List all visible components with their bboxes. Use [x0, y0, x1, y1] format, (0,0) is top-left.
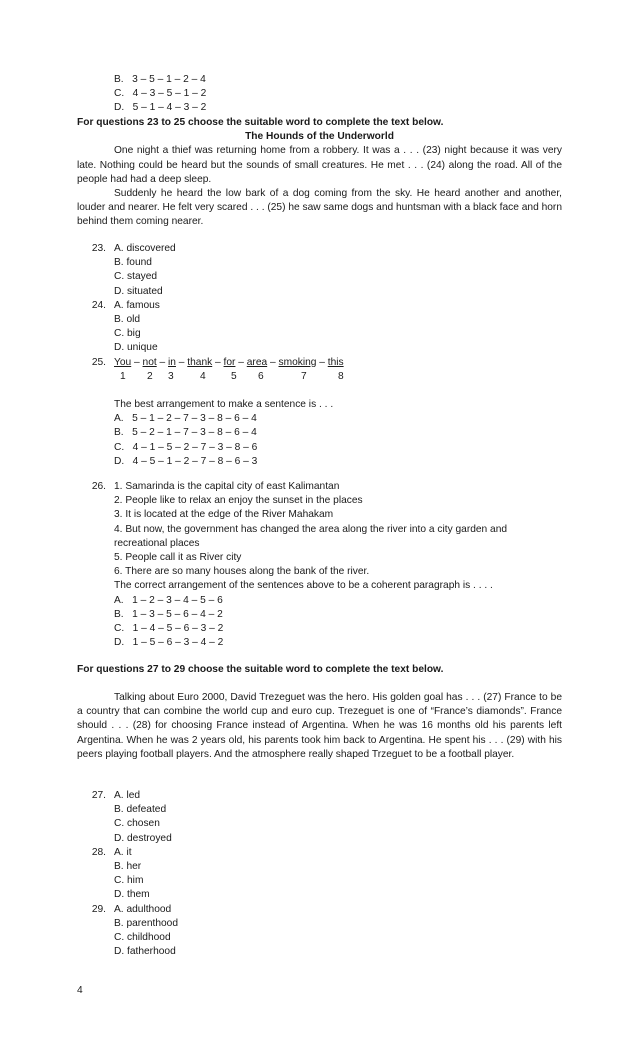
word: this: [327, 356, 344, 368]
option-line: B. 3 – 5 – 1 – 2 – 4: [114, 74, 206, 85]
section-instruction: For questions 23 to 25 choose the suitable word to complete the text below.: [77, 117, 444, 128]
option-c: C. chosen: [114, 818, 160, 830]
passage-paragraph: One night a thief was returning home from a robbery. It was a . . . (23) night because it was very late. Nothing could be heard but the sounds of small creatures. He met . . . (24) along the road. All of the people had had a deep sleep.: [77, 145, 562, 185]
option-line: C. 4 – 3 – 5 – 1 – 2: [114, 88, 207, 100]
option-a: A. 1 – 2 – 3 – 4 – 5 – 6: [114, 594, 223, 606]
section-instruction: For questions 27 to 29 choose the suitable word to complete the text below.: [77, 664, 444, 675]
option-c: C. 4 – 1 – 5 – 2 – 7 – 3 – 8 – 6: [114, 441, 258, 453]
passage-title: The Hounds of the Underworld: [245, 131, 394, 143]
option-d: D. them: [114, 889, 150, 901]
question-26: [77, 480, 562, 650]
word-number: 6: [258, 370, 264, 382]
option-a: A. famous: [114, 299, 160, 311]
option-d: D. 1 – 5 – 6 – 3 – 4 – 2: [114, 637, 224, 649]
option-c: C. stayed: [114, 271, 158, 283]
option-c: C. childhood: [114, 931, 171, 943]
question-prompt: The best arrangement to make a sentence is . . .: [114, 399, 334, 411]
option-b: B. 1 – 3 – 5 – 6 – 4 – 2: [114, 608, 223, 620]
question-number: 28.: [91, 846, 106, 858]
sentence: 1. Samarinda is the capital city of east Kalimantan: [114, 481, 340, 492]
carry-over-options: [77, 73, 562, 116]
word: thank: [187, 356, 213, 368]
passage: [77, 691, 562, 762]
question-28: [77, 846, 562, 860]
question-number: 27.: [91, 790, 106, 801]
option-d: D. unique: [114, 342, 158, 354]
option-c: C. 1 – 4 – 5 – 6 – 3 – 2: [114, 622, 224, 634]
option-b: B. defeated: [114, 804, 167, 816]
word-number: 2: [147, 370, 153, 382]
option-d: D. 4 – 5 – 1 – 2 – 7 – 8 – 6 – 3: [114, 455, 258, 467]
option-b: B. her: [114, 860, 142, 872]
question-number: 25.: [91, 356, 106, 368]
sentence: 5. People call it as River city: [114, 551, 242, 563]
word-number: 3: [168, 370, 174, 382]
question-prompt: The correct arrangement of the sentences above to be a coherent paragraph is . . . .: [114, 580, 493, 592]
questions-27-29: [77, 789, 562, 959]
question-number: 26.: [91, 481, 106, 492]
word-number: 8: [338, 370, 344, 382]
option-a: A. discovered: [114, 243, 176, 254]
questions-23-25: [77, 242, 562, 469]
sentence: 2. People like to relax an enjoy the sunset in the places: [114, 495, 363, 507]
word: not: [142, 356, 157, 368]
option-b: B. found: [114, 257, 152, 269]
question-29: [77, 903, 562, 917]
word-number: 4: [200, 370, 206, 382]
sentence: 4. But now, the government has changed the area along the river into a city garden and recreational places: [114, 523, 508, 549]
question-number: 24.: [91, 299, 106, 311]
option-d: D. destroyed: [114, 832, 172, 844]
question-23: [77, 242, 562, 256]
word: for: [223, 356, 236, 368]
word-number: 7: [301, 370, 307, 382]
option-b: B. 5 – 2 – 1 – 7 – 3 – 8 – 6 – 4: [114, 427, 257, 439]
option-line: D. 5 – 1 – 4 – 3 – 2: [114, 102, 207, 114]
option-c: C. big: [114, 328, 141, 340]
option-b: B. parenthood: [114, 917, 179, 929]
question-25: [77, 356, 562, 370]
question-number: 29.: [91, 903, 106, 915]
question-number: 23.: [91, 243, 106, 254]
option-b: B. old: [114, 313, 141, 325]
section-23-25: [77, 116, 562, 230]
passage-paragraph: Talking about Euro 2000, David Trezeguet was the hero. His golden goal has . . . (27) France to be a country that can combine the world cup and euro cup. Trezeguet is one of “France’s diamonds”. France should . . . (28) for choosing France instead of Argentina. When he was 16 months old his parents left Argentina. When he was 2 years old, his parents took him back to Argentina. He spent his . . . (29) with his peers playing football players. And the atmosphere really shaped Trzeguet to be a football player.: [77, 692, 562, 760]
question-27: [77, 789, 562, 803]
word: You: [114, 356, 132, 368]
word-number: 1: [120, 370, 126, 382]
passage-paragraph: Suddenly he heard the low bark of a dog coming from the sky. He heard another and another, louder and nearer. He felt very scared . . . (25) he saw same dogs and huntsman with a black face and horn behind them coming nearer.: [77, 187, 562, 228]
page-number: 4: [77, 985, 83, 996]
word: smoking: [278, 356, 317, 368]
word: in: [168, 356, 176, 368]
word-number: 5: [231, 370, 237, 382]
scrambled-words: You – not – in – thank – for – area – smoking – this: [114, 356, 344, 368]
option-a: A. adulthood: [114, 903, 172, 915]
option-a: A. 5 – 1 – 2 – 7 – 3 – 8 – 6 – 4: [114, 413, 257, 425]
option-a: A. led: [114, 790, 141, 801]
section-27-29: [77, 663, 562, 677]
option-d: D. situated: [114, 285, 163, 297]
word: area: [246, 356, 268, 368]
word-numbers: [77, 370, 562, 384]
option-c: C. him: [114, 875, 144, 887]
sentence: 3. It is located at the edge of the River Mahakam: [114, 509, 334, 521]
sentence: 6. There are so many houses along the bank of the river.: [114, 566, 370, 578]
option-d: D. fatherhood: [114, 946, 176, 958]
option-a: A. it: [114, 846, 132, 858]
question-24: [77, 299, 562, 313]
